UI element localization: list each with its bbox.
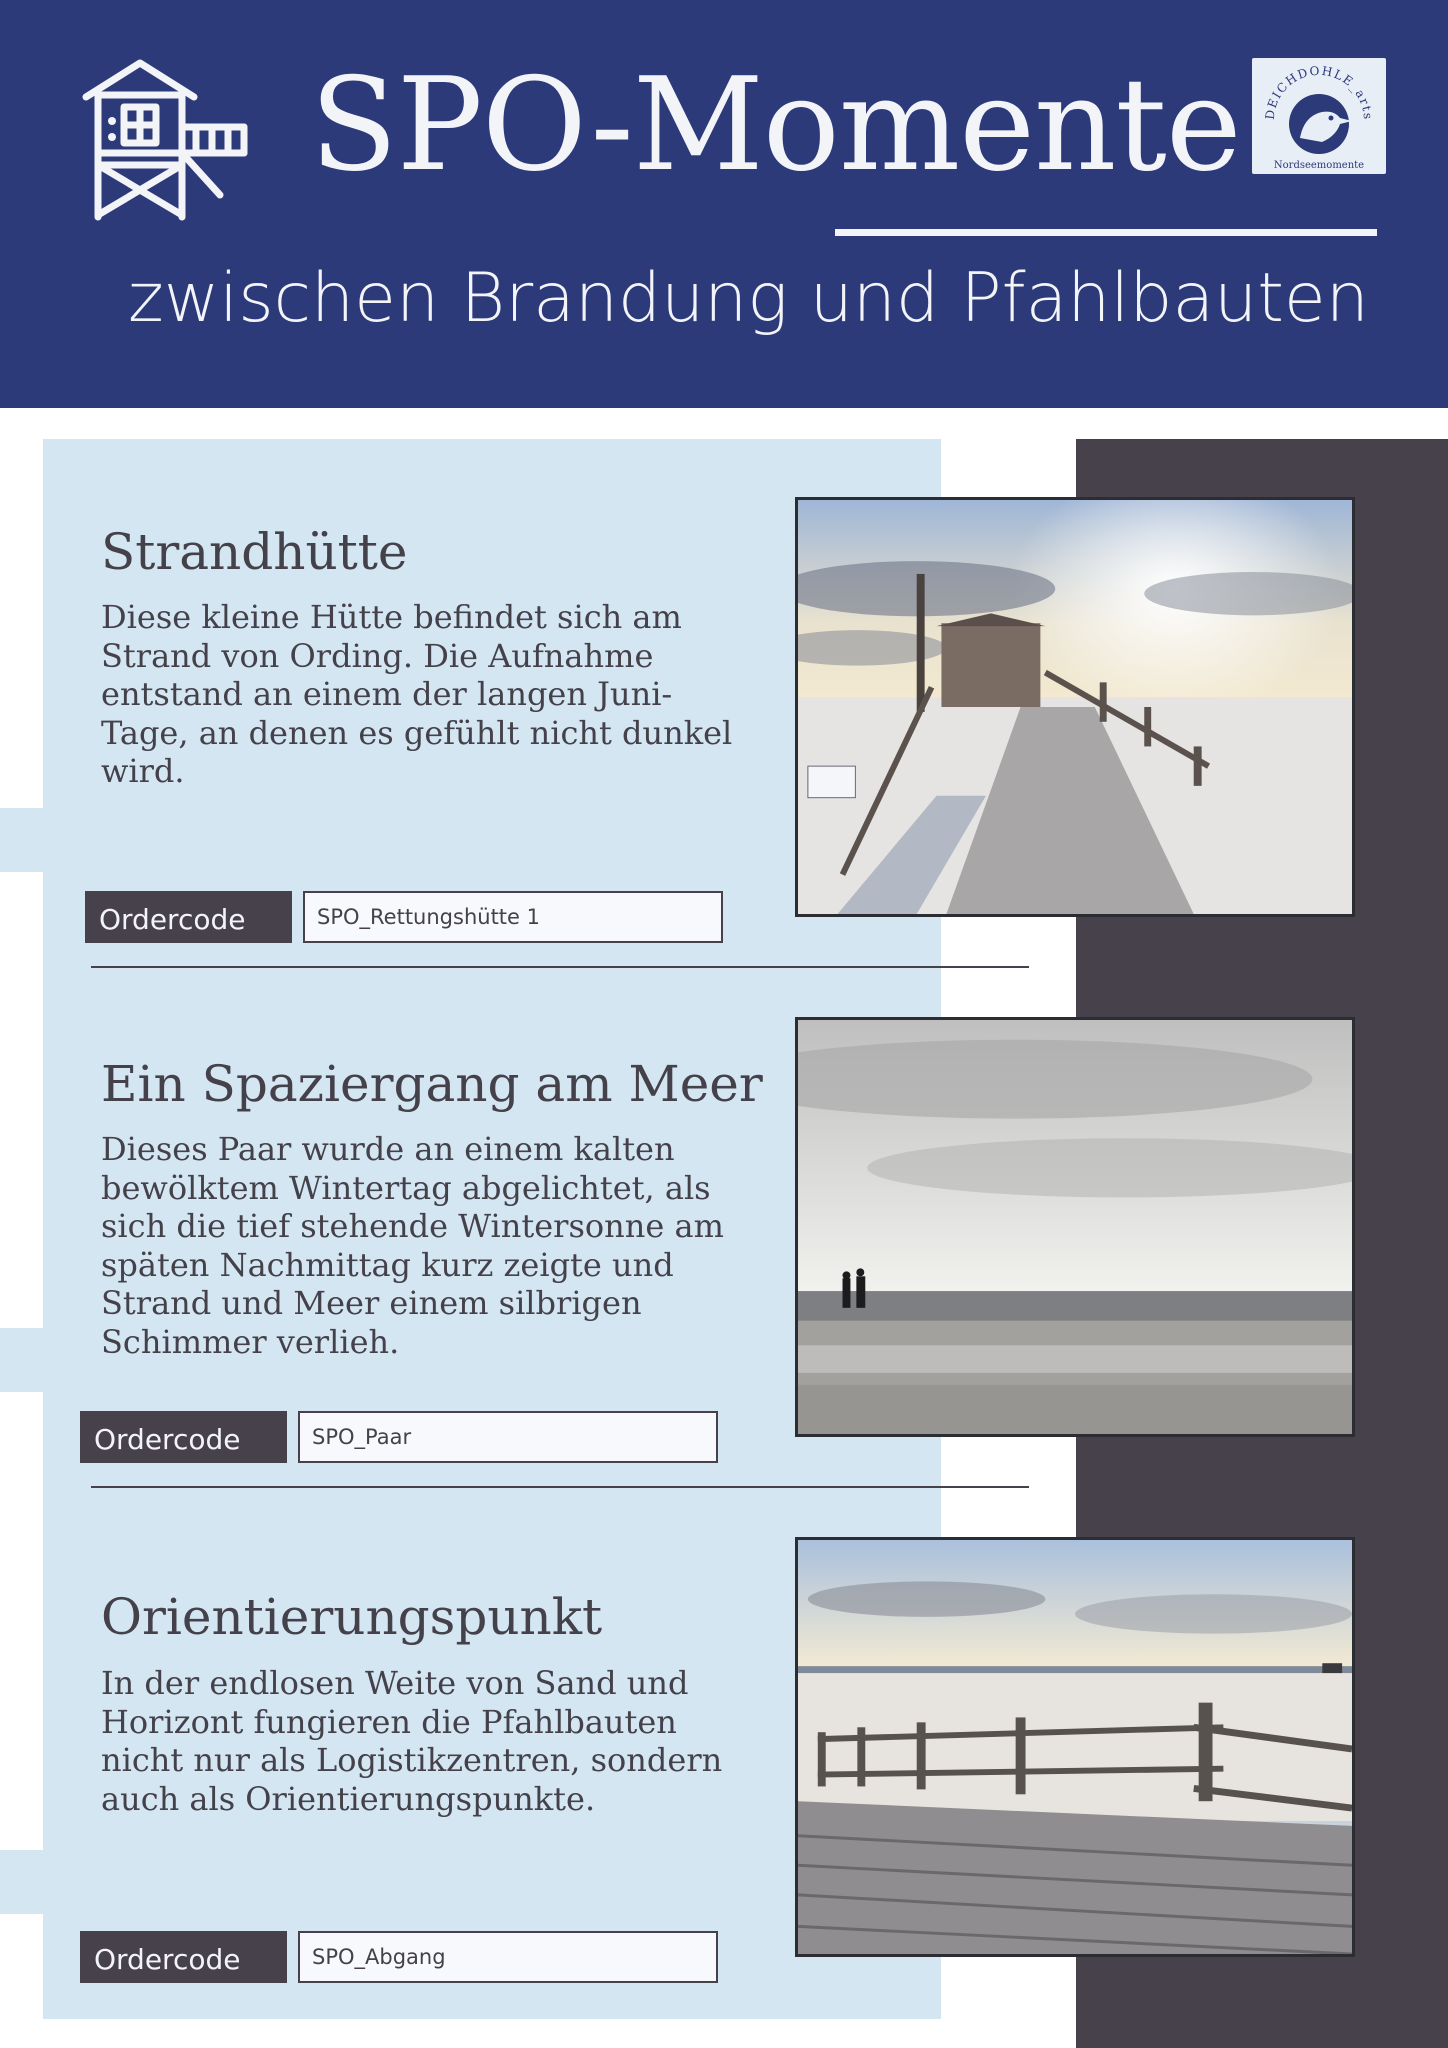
side-tab bbox=[0, 1850, 43, 1914]
page-header bbox=[0, 0, 1448, 408]
logo-caption: Nordseemomente bbox=[1273, 160, 1365, 171]
ordercode-field[interactable]: SPO_Abgang bbox=[298, 1931, 718, 1983]
section-text: In der endlosen Weite von Sand und Horizont fungieren die Pfahlbauten nicht nur als Logistikzentren, sondern auch als Orientierungspunkte. bbox=[101, 1664, 723, 1818]
section-text: Dieses Paar wurde an einem kalten bewölktem Wintertag abgelichtet, als sich die tief stehende Wintersonne am späten Nachmittag kurz zeigte und Strand und Meer einem silbrigen Schimmer verlieh. bbox=[101, 1130, 724, 1361]
section-title: Orientierungspunkt bbox=[101, 1588, 603, 1646]
section-divider bbox=[91, 966, 1029, 968]
couple-beach-image bbox=[798, 1020, 1352, 1434]
brand-logo bbox=[1252, 58, 1386, 174]
section-divider bbox=[91, 1486, 1029, 1488]
boardwalk-image bbox=[798, 1540, 1352, 1954]
crow-logo-icon bbox=[1252, 58, 1386, 158]
ordercode-label: Ordercode bbox=[80, 1411, 287, 1463]
section-title: Ein Spaziergang am Meer bbox=[101, 1055, 763, 1113]
stilt-house-icon bbox=[80, 55, 250, 225]
side-tab bbox=[0, 1328, 43, 1392]
logo-arc-text: DEICHDOHLE_arts bbox=[1262, 63, 1376, 121]
photo-couple-walk bbox=[795, 1017, 1355, 1437]
photo-beach-hut bbox=[795, 497, 1355, 917]
side-tab bbox=[0, 808, 43, 872]
title-underline bbox=[835, 229, 1377, 236]
page-title: SPO-Momente bbox=[310, 51, 1241, 200]
ordercode-label: Ordercode bbox=[80, 1931, 287, 1983]
beach-hut-image bbox=[798, 500, 1352, 914]
section-text: Diese kleine Hütte befindet sich am Strand von Ording. Die Aufnahme entstand an einem der langen Juni-Tage, an denen es gefühlt nicht dunkel wird. bbox=[101, 598, 733, 790]
ordercode-field[interactable]: SPO_Rettungshütte 1 bbox=[303, 891, 723, 943]
ordercode-label: Ordercode bbox=[85, 891, 292, 943]
page-subtitle: zwischen Brandung und Pfahlbauten bbox=[128, 259, 1369, 338]
ordercode-field[interactable]: SPO_Paar bbox=[298, 1411, 718, 1463]
photo-boardwalk bbox=[795, 1537, 1355, 1957]
section-title: Strandhütte bbox=[101, 523, 408, 581]
